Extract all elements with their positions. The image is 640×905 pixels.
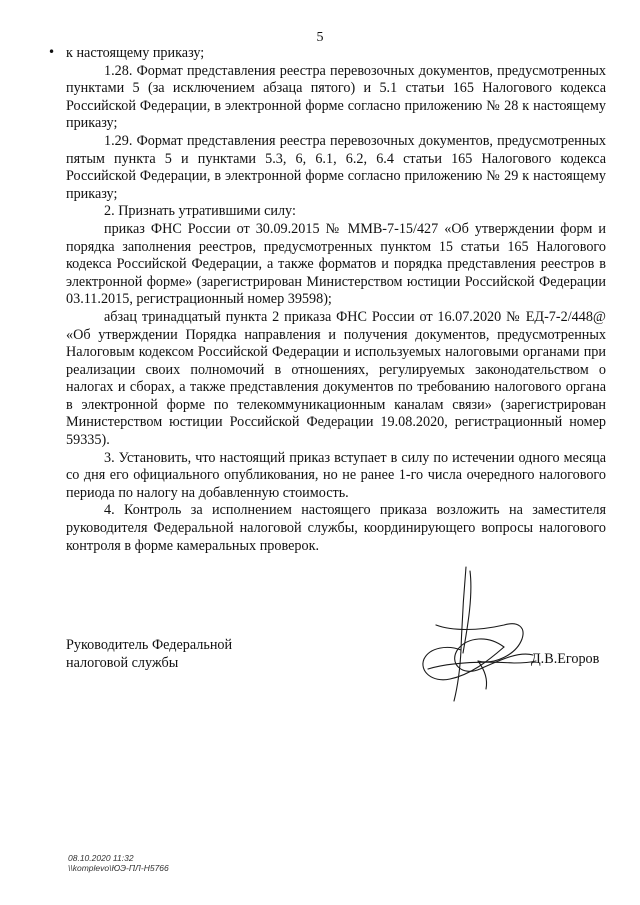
page-number: 5 [316, 30, 324, 45]
footer-timestamp: 08.10.2020 11:32 [68, 853, 134, 863]
paragraph-item-4: 4. Контроль за исполнением настоящего приказа возложить на заместителя руководителя Федеральной налоговой службы, координирующего вопросы налогового контроля в форме камеральных проверок. [66, 502, 606, 554]
paragraph-item-1-28: 1.28. Формат представления реестра перевозочных документов, предусмотренных пунктами 5 (за исключением абзаца пятого) и 5.1 статьи 165 Налогового кодекса Российской Федерации, в электронной форме согласно приложению № 28 к настоящему приказу; [66, 62, 606, 132]
paragraph-repealed-order-2015: приказ ФНС России от 30.09.2015 № ММВ-7-15/427 «Об утверждении форм и порядка заполнения реестров, предусмотренных пунктом 15 статьи 165 Налогового кодекса Российской Федерации, а также форматов и порядка представления реестров в электронной форме» (зарегистрирован Министерством юстиции Российской Федерации 03.11.2015, регистрационный номер 39598); [66, 220, 606, 308]
paragraph-item-2: 2. Признать утратившими силу: [104, 203, 296, 220]
paragraph-item-1-29: 1.29. Формат представления реестра перевозочных документов, предусмотренных пятым пункта 5 и пунктами 5.3, 6, 6.1, 6.2, 6.4 статьи 165 Налогового кодекса Российской Федерации, в электронной форме согласно приложению № 29 к настоящему приказу; [66, 132, 606, 202]
handwritten-signature [418, 565, 558, 705]
footer-print-stamp [68, 853, 169, 873]
signatory-position-line-2: налоговой службы [66, 655, 179, 671]
document-body [66, 45, 606, 555]
signatory-position [66, 636, 232, 672]
signatory-name: Д.В.Егоров [531, 651, 600, 667]
signatory-position-line-1: Руководитель Федеральной [66, 637, 233, 653]
paragraph-repealed-order-2020: абзац тринадцатый пункта 2 приказа ФНС России от 16.07.2020 № ЕД-7-2/448@ «Об утверждении Порядка направления и получения документов, предусмотренных Налоговым кодексом Российской Федерации и используемых налоговыми органами при реализации своих полномочий в отношениях, регулируемых законодательством о налогах и сборах, а также представления документов по требованию налогового органа в электронной форме по телекоммуникационным каналам связи» (зарегистрирован Министерством юстиции Российской Федерации 19.08.2020, регистрационный номер 59335). [66, 308, 606, 449]
paragraph-continuation: к настоящему приказу; [66, 45, 205, 61]
footer-file-path: \\komplevo\ЮЭ-ПЛ-Н5766 [68, 863, 169, 873]
margin-mark: • [48, 45, 56, 59]
paragraph-item-3: 3. Установить, что настоящий приказ вступает в силу по истечении одного месяца со дня его официального опубликования, но не ранее 1-го числа очередного налогового периода по налогу на добавленную стоимость. [66, 449, 606, 501]
